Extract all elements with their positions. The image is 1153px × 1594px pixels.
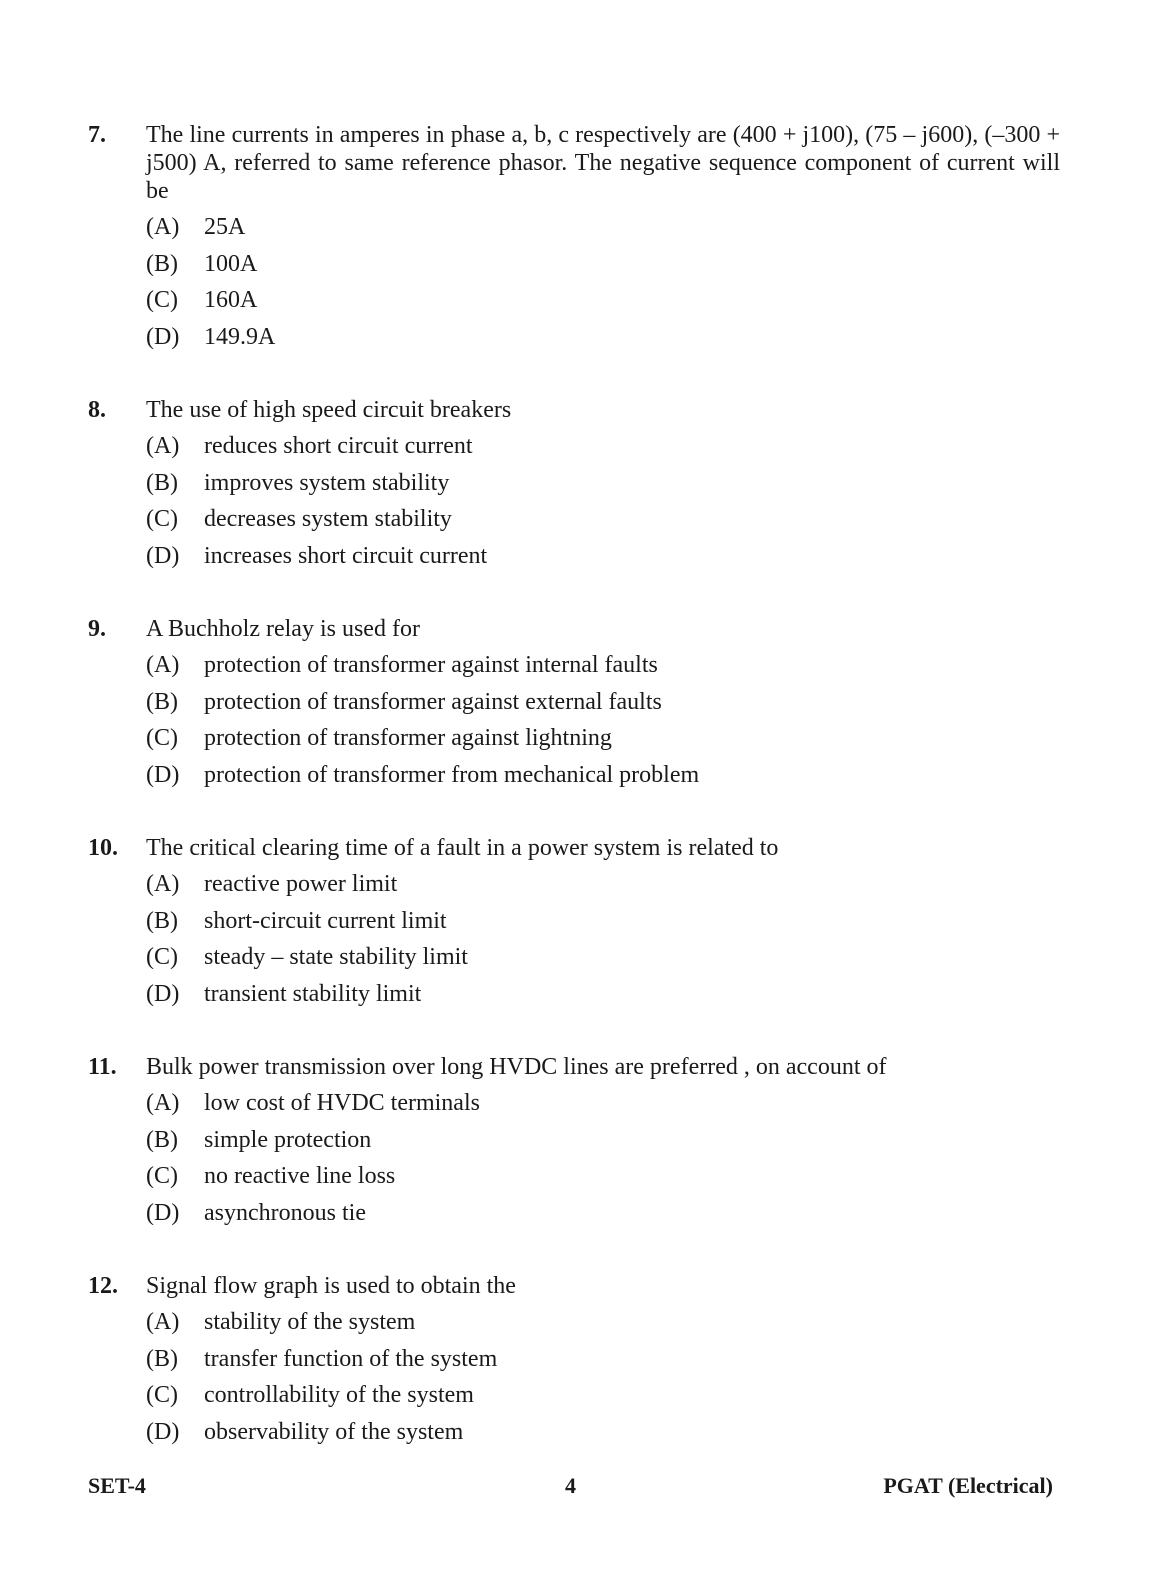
option-list <box>146 432 1060 578</box>
question-number: 8. <box>88 397 106 423</box>
option-a <box>146 651 1060 688</box>
option-text: transfer function of the system <box>204 1345 498 1372</box>
option-a <box>146 870 1060 907</box>
question-number: 11. <box>88 1054 117 1080</box>
option-b <box>146 250 1060 287</box>
option-letter: (D) <box>146 980 180 1007</box>
option-letter: (C) <box>146 725 178 752</box>
option-text: protection of transformer from mechanical problem <box>204 761 700 788</box>
option-b <box>146 469 1060 506</box>
question-11 <box>88 1053 1060 1235</box>
option-letter: (D) <box>146 323 180 350</box>
option-text: stability of the system <box>204 1309 416 1335</box>
set-label: SET-4 <box>88 1473 146 1498</box>
option-letter: (A) <box>146 1309 180 1335</box>
option-c <box>146 724 1060 761</box>
question-text: Signal flow graph is used to obtain the <box>146 1273 516 1299</box>
option-letter: (D) <box>146 761 180 788</box>
question-number: 7. <box>88 122 106 148</box>
option-d <box>146 980 1060 1017</box>
option-letter: (B) <box>146 1126 178 1153</box>
option-letter: (B) <box>146 1345 178 1372</box>
option-letter: (A) <box>146 1090 180 1116</box>
option-list <box>146 1308 1060 1454</box>
option-text: observability of the system <box>204 1418 464 1445</box>
option-a <box>146 213 1060 250</box>
option-letter: (C) <box>146 506 178 533</box>
option-list <box>146 1089 1060 1235</box>
option-c <box>146 1162 1060 1199</box>
option-text: 100A <box>204 250 258 277</box>
option-text: protection of transformer against lightning <box>204 725 612 752</box>
option-letter: (C) <box>146 287 178 314</box>
page-footer <box>88 1472 1053 1500</box>
option-letter: (B) <box>146 907 178 934</box>
option-text: 160A <box>204 287 258 314</box>
option-text: 25A <box>204 214 246 240</box>
option-list <box>146 651 1060 797</box>
option-letter: (A) <box>146 652 180 678</box>
option-text: improves system stability <box>204 469 450 496</box>
question-12 <box>88 1272 1060 1454</box>
option-letter: (C) <box>146 1382 178 1409</box>
option-d <box>146 323 1060 360</box>
option-a <box>146 432 1060 469</box>
option-text: short-circuit current limit <box>204 907 447 934</box>
option-a <box>146 1308 1060 1345</box>
option-b <box>146 1126 1060 1163</box>
option-c <box>146 943 1060 980</box>
question-text: Bulk power transmission over long HVDC lines are preferred , on account of <box>146 1054 887 1080</box>
subject-label: PGAT (Electrical) <box>883 1473 1053 1498</box>
option-letter: (B) <box>146 688 178 715</box>
option-d <box>146 1418 1060 1455</box>
option-text: reactive power limit <box>204 871 398 897</box>
option-letter: (A) <box>146 433 180 459</box>
option-text: transient stability limit <box>204 980 422 1007</box>
question-9 <box>88 615 1060 797</box>
option-text: protection of transformer against external faults <box>204 688 662 715</box>
question-text: The critical clearing time of a fault in a power system is related to <box>146 835 779 861</box>
option-list <box>146 213 1060 359</box>
option-d <box>146 761 1060 798</box>
question-10 <box>88 834 1060 1016</box>
option-letter: (A) <box>146 214 180 240</box>
question-7 <box>88 121 1060 359</box>
option-text: reduces short circuit current <box>204 433 473 459</box>
option-c <box>146 286 1060 323</box>
page-number: 4 <box>565 1473 576 1498</box>
option-text: low cost of HVDC terminals <box>204 1090 480 1116</box>
option-c <box>146 1381 1060 1418</box>
option-letter: (B) <box>146 469 178 496</box>
option-list <box>146 870 1060 1016</box>
question-8 <box>88 396 1060 578</box>
question-number: 12. <box>88 1273 118 1299</box>
option-text: decreases system stability <box>204 506 452 533</box>
option-a <box>146 1089 1060 1126</box>
option-text: asynchronous tie <box>204 1199 366 1226</box>
option-text: protection of transformer against internal faults <box>204 652 658 678</box>
option-letter: (C) <box>146 1163 178 1190</box>
option-letter: (D) <box>146 1199 180 1226</box>
option-d <box>146 1199 1060 1236</box>
option-text: 149.9A <box>204 323 276 350</box>
option-text: controllability of the system <box>204 1382 474 1409</box>
option-letter: (A) <box>146 871 180 897</box>
option-letter: (B) <box>146 250 178 277</box>
option-letter: (D) <box>146 1418 180 1445</box>
option-b <box>146 688 1060 725</box>
option-text: steady – state stability limit <box>204 944 468 971</box>
question-text: The use of high speed circuit breakers <box>146 397 512 423</box>
option-letter: (C) <box>146 944 178 971</box>
option-c <box>146 505 1060 542</box>
option-text: simple protection <box>204 1126 372 1153</box>
question-number: 9. <box>88 616 106 642</box>
option-letter: (D) <box>146 542 180 569</box>
option-text: increases short circuit current <box>204 542 488 569</box>
question-text: The line currents in amperes in phase a, b, c respectively are (400 + j100), (75 – j600), (–300 + j500) A, referred to same reference phasor. The negative sequence component of current will be <box>146 122 1060 204</box>
question-number: 10. <box>88 835 118 861</box>
option-text: no reactive line loss <box>204 1163 396 1190</box>
option-b <box>146 907 1060 944</box>
option-d <box>146 542 1060 579</box>
option-b <box>146 1345 1060 1382</box>
question-text: A Buchholz relay is used for <box>146 616 420 642</box>
